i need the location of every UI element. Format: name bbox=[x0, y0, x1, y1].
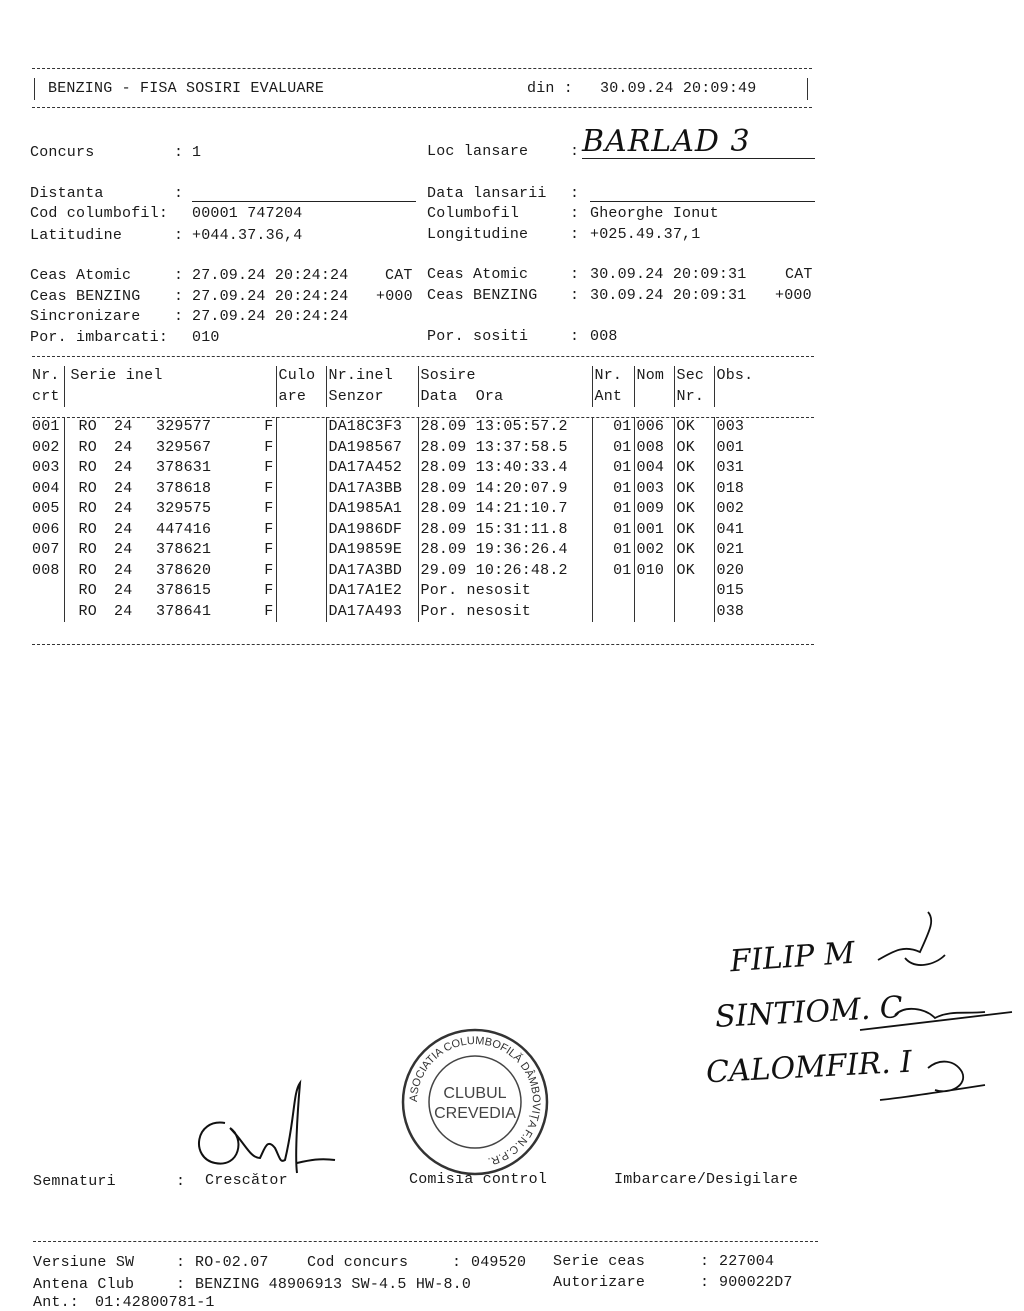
cell-obs: 001 bbox=[714, 438, 794, 459]
header-bottom-rule bbox=[32, 107, 812, 108]
col-culoare-header: Culo bbox=[276, 366, 326, 387]
table-row bbox=[30, 458, 794, 479]
versiune-value: RO-02.07 bbox=[195, 1254, 269, 1271]
data-lansarii-colon: : bbox=[570, 185, 580, 202]
cell-an: 24 bbox=[114, 561, 133, 579]
ceas-atomic-start-value: 27.09.24 20:24:24 bbox=[192, 267, 349, 284]
cell-obs: 038 bbox=[714, 602, 794, 623]
col-sosire-header: Sosire bbox=[418, 366, 592, 387]
cell-culoare bbox=[276, 520, 326, 541]
cell-obs: 041 bbox=[714, 520, 794, 541]
signature-imbarcare: Imbarcare/Desigilare bbox=[614, 1171, 799, 1188]
table-row bbox=[30, 540, 794, 561]
distanta-colon: : bbox=[174, 185, 184, 202]
antena-value: BENZING 48906913 SW-4.5 HW-8.0 bbox=[195, 1276, 472, 1293]
cell-sex: F bbox=[264, 541, 274, 558]
ceas-atomic-start-colon: : bbox=[174, 267, 184, 284]
latitudine-value: +044.37.36,4 bbox=[192, 227, 303, 244]
col-sec-header-2: Nr. bbox=[674, 387, 714, 408]
cell-inel: 378615 bbox=[156, 582, 212, 599]
table-row bbox=[30, 581, 794, 602]
cell-culoare bbox=[276, 499, 326, 520]
col-sosire-data: Data bbox=[420, 387, 458, 405]
cell-an: 24 bbox=[114, 520, 133, 538]
handwritten-note-2: SINTIOM. C bbox=[714, 990, 904, 1035]
table-body bbox=[30, 417, 794, 622]
latitudine-label: Latitudine bbox=[30, 227, 123, 244]
cell-nr bbox=[30, 581, 64, 602]
sincronizare-value: 27.09.24 20:24:24 bbox=[192, 308, 349, 325]
cell-nr: 008 bbox=[32, 561, 60, 579]
col-nr-header-2: crt bbox=[32, 387, 60, 405]
distanta-label: Distanta bbox=[30, 185, 104, 202]
cell-inel: 329567 bbox=[156, 438, 212, 456]
sincronizare-colon: : bbox=[174, 308, 184, 325]
ceas-benzing-end-offset: +000 bbox=[775, 287, 812, 304]
cell-tara: RO bbox=[64, 458, 112, 479]
cell-ant bbox=[592, 602, 634, 623]
table-row bbox=[30, 561, 794, 582]
cell-inel: 378621 bbox=[156, 541, 212, 558]
ceas-atomic-start-tz: CAT bbox=[385, 267, 413, 284]
columbofil-label: Columbofil bbox=[427, 205, 520, 222]
handwritten-note-3: CALOMFIR. I bbox=[705, 1044, 913, 1091]
cell-culoare bbox=[276, 417, 326, 438]
cod-concurs-colon: : bbox=[452, 1254, 462, 1271]
col-serie-label: Serie inel bbox=[70, 367, 163, 384]
cell-nr: 003 bbox=[32, 459, 60, 476]
col-nrinel-header-2: Senzor bbox=[326, 387, 418, 408]
ceas-benzing-end-colon: : bbox=[570, 287, 580, 304]
cell-obs: 031 bbox=[714, 458, 794, 479]
table-header-row-2 bbox=[30, 387, 794, 408]
cell-obs: 015 bbox=[714, 581, 794, 602]
cell-sex: F bbox=[264, 459, 274, 476]
col-serie-header bbox=[64, 366, 276, 387]
cell-sosire: 28.09 13:37:58.5 bbox=[418, 438, 592, 459]
serie-ceas-label: Serie ceas bbox=[553, 1253, 646, 1270]
cell-an: 24 bbox=[114, 582, 133, 599]
header-right-bar bbox=[807, 78, 808, 100]
cell-tara: RO bbox=[64, 602, 112, 623]
cell-sec: OK bbox=[674, 561, 714, 582]
sositi-colon: : bbox=[570, 328, 580, 345]
cell-senzor: DA17A3BD bbox=[326, 561, 418, 582]
cell-nr: 002 bbox=[32, 438, 60, 456]
cell-obs: 003 bbox=[714, 417, 794, 438]
concurs-label: Concurs bbox=[30, 144, 95, 161]
table-row bbox=[30, 520, 794, 541]
signature-crescator: Crescător bbox=[205, 1172, 288, 1189]
concurs-value: 1 bbox=[192, 144, 202, 161]
cell-an: 24 bbox=[114, 602, 133, 620]
header-top-rule bbox=[32, 68, 812, 69]
imbarcati-value: 010 bbox=[192, 329, 220, 346]
table-bottom-rule bbox=[32, 644, 814, 645]
cell-senzor: DA17A493 bbox=[326, 602, 418, 623]
col-sosire-header-2 bbox=[418, 387, 592, 408]
cell-sex: F bbox=[264, 438, 274, 456]
cell-tara: RO bbox=[64, 499, 112, 520]
serie-ceas-colon: : bbox=[700, 1253, 710, 1270]
col-nrinel-header: Nr.inel bbox=[326, 366, 418, 387]
signatures-colon: : bbox=[176, 1173, 186, 1190]
ceas-benzing-start-value: 27.09.24 20:24:24 bbox=[192, 288, 349, 305]
cell-culoare bbox=[276, 602, 326, 623]
header-left-bar bbox=[34, 78, 35, 100]
ant-label: Ant.: bbox=[33, 1294, 80, 1311]
cell-an: 24 bbox=[114, 479, 133, 497]
loc-lansare-label: Loc lansare bbox=[427, 143, 529, 160]
cell-inel: 329575 bbox=[156, 500, 212, 517]
cell-tara: RO bbox=[64, 438, 112, 459]
cell-inel: 378631 bbox=[156, 459, 212, 476]
cell-nom: 008 bbox=[634, 438, 674, 459]
autorizare-label: Autorizare bbox=[553, 1274, 646, 1291]
col-sec-header: Sec bbox=[674, 366, 714, 387]
arrivals-table bbox=[30, 366, 794, 622]
table-row bbox=[30, 479, 794, 500]
cell-tara: RO bbox=[64, 417, 112, 438]
handwritten-note-1: FILIP M bbox=[728, 935, 856, 980]
serie-ceas-value: 227004 bbox=[719, 1253, 775, 1270]
cell-inel: 378620 bbox=[156, 561, 212, 579]
cell-nom: 001 bbox=[634, 520, 674, 541]
cell-sosire: 28.09 14:21:10.7 bbox=[418, 499, 592, 520]
col-sosire-ora: Ora bbox=[475, 387, 504, 405]
cell-nom: 006 bbox=[634, 417, 674, 438]
cod-columbofil-label: Cod columbofil: bbox=[30, 205, 169, 222]
cod-concurs-value: 049520 bbox=[471, 1254, 527, 1271]
cell-ant: 01 bbox=[592, 499, 634, 520]
cell-nom bbox=[634, 602, 674, 623]
date-value: 30.09.24 20:09:49 bbox=[600, 80, 757, 97]
cell-tara: RO bbox=[64, 561, 112, 582]
ceas-benzing-end-value: 30.09.24 20:09:31 bbox=[590, 287, 747, 304]
versiune-colon: : bbox=[176, 1254, 186, 1271]
col-ant-header-2: Ant bbox=[592, 387, 634, 408]
signatures-label: Semnaturi bbox=[33, 1173, 116, 1190]
cell-sosire: 28.09 13:05:57.2 bbox=[418, 417, 592, 438]
latitudine-colon: : bbox=[174, 227, 184, 244]
cell-ant: 01 bbox=[592, 458, 634, 479]
sincronizare-label: Sincronizare bbox=[30, 308, 141, 325]
cell-ant: 01 bbox=[592, 438, 634, 459]
cell-ant: 01 bbox=[592, 417, 634, 438]
stamp-outer-text: ASOCIATIA COLUMBOFILĂ DÂMBOVIȚA F.N.C.P.R. bbox=[407, 1034, 543, 1168]
cell-an: 24 bbox=[114, 500, 133, 517]
cell-culoare bbox=[276, 561, 326, 582]
cell-nr: 001 bbox=[32, 418, 60, 435]
cell-senzor: DA18C3F3 bbox=[326, 417, 418, 438]
table-header-row bbox=[30, 366, 794, 387]
loc-lansare-underline bbox=[582, 158, 815, 159]
stamp-inner-line2: CREVEDIA bbox=[434, 1105, 516, 1122]
cell-ant bbox=[592, 581, 634, 602]
cod-concurs-label: Cod concurs bbox=[307, 1254, 409, 1271]
cell-sec: OK bbox=[674, 479, 714, 500]
cell-sec: OK bbox=[674, 499, 714, 520]
cell-senzor: DA198567 bbox=[326, 438, 418, 459]
cell-tara: RO bbox=[64, 479, 112, 500]
cell-obs: 021 bbox=[714, 540, 794, 561]
cell-senzor: DA1986DF bbox=[326, 520, 418, 541]
cell-sex: F bbox=[264, 561, 274, 579]
cell-culoare bbox=[276, 438, 326, 459]
cell-sec: OK bbox=[674, 417, 714, 438]
cell-nr: 007 bbox=[32, 541, 60, 558]
footer-rule bbox=[33, 1241, 818, 1242]
columbofil-colon: : bbox=[570, 205, 580, 222]
cell-inel: 378641 bbox=[156, 602, 212, 620]
distanta-underline bbox=[192, 201, 416, 202]
col-ant-header: Nr. bbox=[592, 366, 634, 387]
cell-ant: 01 bbox=[592, 520, 634, 541]
cell-sosire: Por. nesosit bbox=[418, 581, 592, 602]
cell-obs: 018 bbox=[714, 479, 794, 500]
longitudine-label: Longitudine bbox=[427, 226, 529, 243]
cell-sec: OK bbox=[674, 458, 714, 479]
cell-obs: 002 bbox=[714, 499, 794, 520]
cell-sosire: Por. nesosit bbox=[418, 602, 592, 623]
cell-senzor: DA1985A1 bbox=[326, 499, 418, 520]
cell-nom: 009 bbox=[634, 499, 674, 520]
col-nr-header: Nr. bbox=[32, 367, 60, 384]
stamp-inner-line1: CLUBUL bbox=[443, 1085, 507, 1102]
antena-colon: : bbox=[176, 1276, 186, 1293]
cell-sosire: 28.09 15:31:11.8 bbox=[418, 520, 592, 541]
cell-sec: OK bbox=[674, 540, 714, 561]
cell-inel: 447416 bbox=[156, 520, 212, 538]
table-row bbox=[30, 417, 794, 438]
cell-sex: F bbox=[264, 418, 274, 435]
cell-sec: OK bbox=[674, 520, 714, 541]
table-row bbox=[30, 499, 794, 520]
cell-culoare bbox=[276, 540, 326, 561]
ceas-atomic-end-value: 30.09.24 20:09:31 bbox=[590, 266, 747, 283]
cell-sex: F bbox=[264, 602, 274, 620]
table-top-rule bbox=[32, 356, 814, 357]
longitudine-value: +025.49.37,1 bbox=[590, 226, 701, 243]
cell-an: 24 bbox=[114, 541, 133, 558]
loc-lansare-value: BARLAD 3 bbox=[582, 124, 751, 159]
club-stamp bbox=[395, 1022, 555, 1182]
ceas-atomic-end-label: Ceas Atomic bbox=[427, 266, 529, 283]
ant-value: 01:42800781-1 bbox=[95, 1294, 215, 1311]
cell-culoare bbox=[276, 479, 326, 500]
cell-ant: 01 bbox=[592, 479, 634, 500]
cell-sosire: 28.09 13:40:33.4 bbox=[418, 458, 592, 479]
imbarcati-label: Por. imbarcati: bbox=[30, 329, 169, 346]
loc-lansare-colon: : bbox=[570, 143, 580, 160]
cell-nr bbox=[30, 602, 64, 623]
longitudine-colon: : bbox=[570, 226, 580, 243]
cell-nr: 005 bbox=[32, 500, 60, 517]
sositi-value: 008 bbox=[590, 328, 618, 345]
cell-sosire: 29.09 10:26:48.2 bbox=[418, 561, 592, 582]
cell-ant: 01 bbox=[592, 561, 634, 582]
cell-senzor: DA17A3BB bbox=[326, 479, 418, 500]
cell-nom bbox=[634, 581, 674, 602]
columbofil-value: Gheorghe Ionut bbox=[590, 205, 719, 222]
cell-sex: F bbox=[264, 520, 274, 538]
cell-an: 24 bbox=[114, 459, 133, 476]
cell-an: 24 bbox=[114, 418, 133, 435]
cell-obs: 020 bbox=[714, 561, 794, 582]
ceas-atomic-end-colon: : bbox=[570, 266, 580, 283]
cell-senzor: DA17A1E2 bbox=[326, 581, 418, 602]
cell-nom: 004 bbox=[634, 458, 674, 479]
ceas-benzing-end-label: Ceas BENZING bbox=[427, 287, 538, 304]
cell-nom: 003 bbox=[634, 479, 674, 500]
cell-nom: 010 bbox=[634, 561, 674, 582]
ceas-benzing-start-colon: : bbox=[174, 288, 184, 305]
cell-tara: RO bbox=[64, 581, 112, 602]
cell-sosire: 28.09 19:36:26.4 bbox=[418, 540, 592, 561]
cell-nom: 002 bbox=[634, 540, 674, 561]
cell-sec: OK bbox=[674, 438, 714, 459]
sositi-label: Por. sositi bbox=[427, 328, 529, 345]
cell-sex: F bbox=[264, 582, 274, 599]
cod-columbofil-value: 00001 747204 bbox=[192, 205, 303, 222]
ceas-atomic-end-tz: CAT bbox=[785, 266, 813, 283]
cell-sex: F bbox=[264, 479, 274, 497]
cell-an: 24 bbox=[114, 438, 133, 456]
cell-culoare bbox=[276, 458, 326, 479]
cell-sosire: 28.09 14:20:07.9 bbox=[418, 479, 592, 500]
data-lansarii-label: Data lansarii bbox=[427, 185, 547, 202]
ceas-atomic-start-label: Ceas Atomic bbox=[30, 267, 132, 284]
versiune-label: Versiune SW bbox=[33, 1254, 135, 1271]
cell-senzor: DA17A452 bbox=[326, 458, 418, 479]
cell-sec bbox=[674, 602, 714, 623]
date-label: din : bbox=[527, 80, 574, 97]
data-lansarii-underline bbox=[590, 201, 815, 202]
autorizare-value: 900022D7 bbox=[719, 1274, 793, 1291]
cell-senzor: DA19859E bbox=[326, 540, 418, 561]
ceas-benzing-start-label: Ceas BENZING bbox=[30, 288, 141, 305]
antena-label: Antena Club bbox=[33, 1276, 135, 1293]
cell-culoare bbox=[276, 581, 326, 602]
cell-sex: F bbox=[264, 500, 274, 517]
cell-tara: RO bbox=[64, 520, 112, 541]
document-title: BENZING - FISA SOSIRI EVALUARE bbox=[48, 80, 325, 97]
cell-tara: RO bbox=[64, 540, 112, 561]
table-row bbox=[30, 602, 794, 623]
col-nom-header: Nom bbox=[634, 366, 674, 387]
concurs-colon: : bbox=[174, 144, 184, 161]
cell-nr: 006 bbox=[32, 520, 60, 538]
col-obs-header: Obs. bbox=[714, 366, 794, 387]
col-culoare-header-2: are bbox=[276, 387, 326, 408]
signature-comisia: Comisia control bbox=[409, 1171, 548, 1188]
table-row bbox=[30, 438, 794, 459]
ceas-benzing-start-offset: +000 bbox=[376, 288, 413, 305]
autorizare-colon: : bbox=[700, 1274, 710, 1291]
cell-inel: 329577 bbox=[156, 418, 212, 435]
cell-ant: 01 bbox=[592, 540, 634, 561]
cell-inel: 378618 bbox=[156, 479, 212, 497]
cell-nr: 004 bbox=[32, 479, 60, 497]
cell-sec bbox=[674, 581, 714, 602]
